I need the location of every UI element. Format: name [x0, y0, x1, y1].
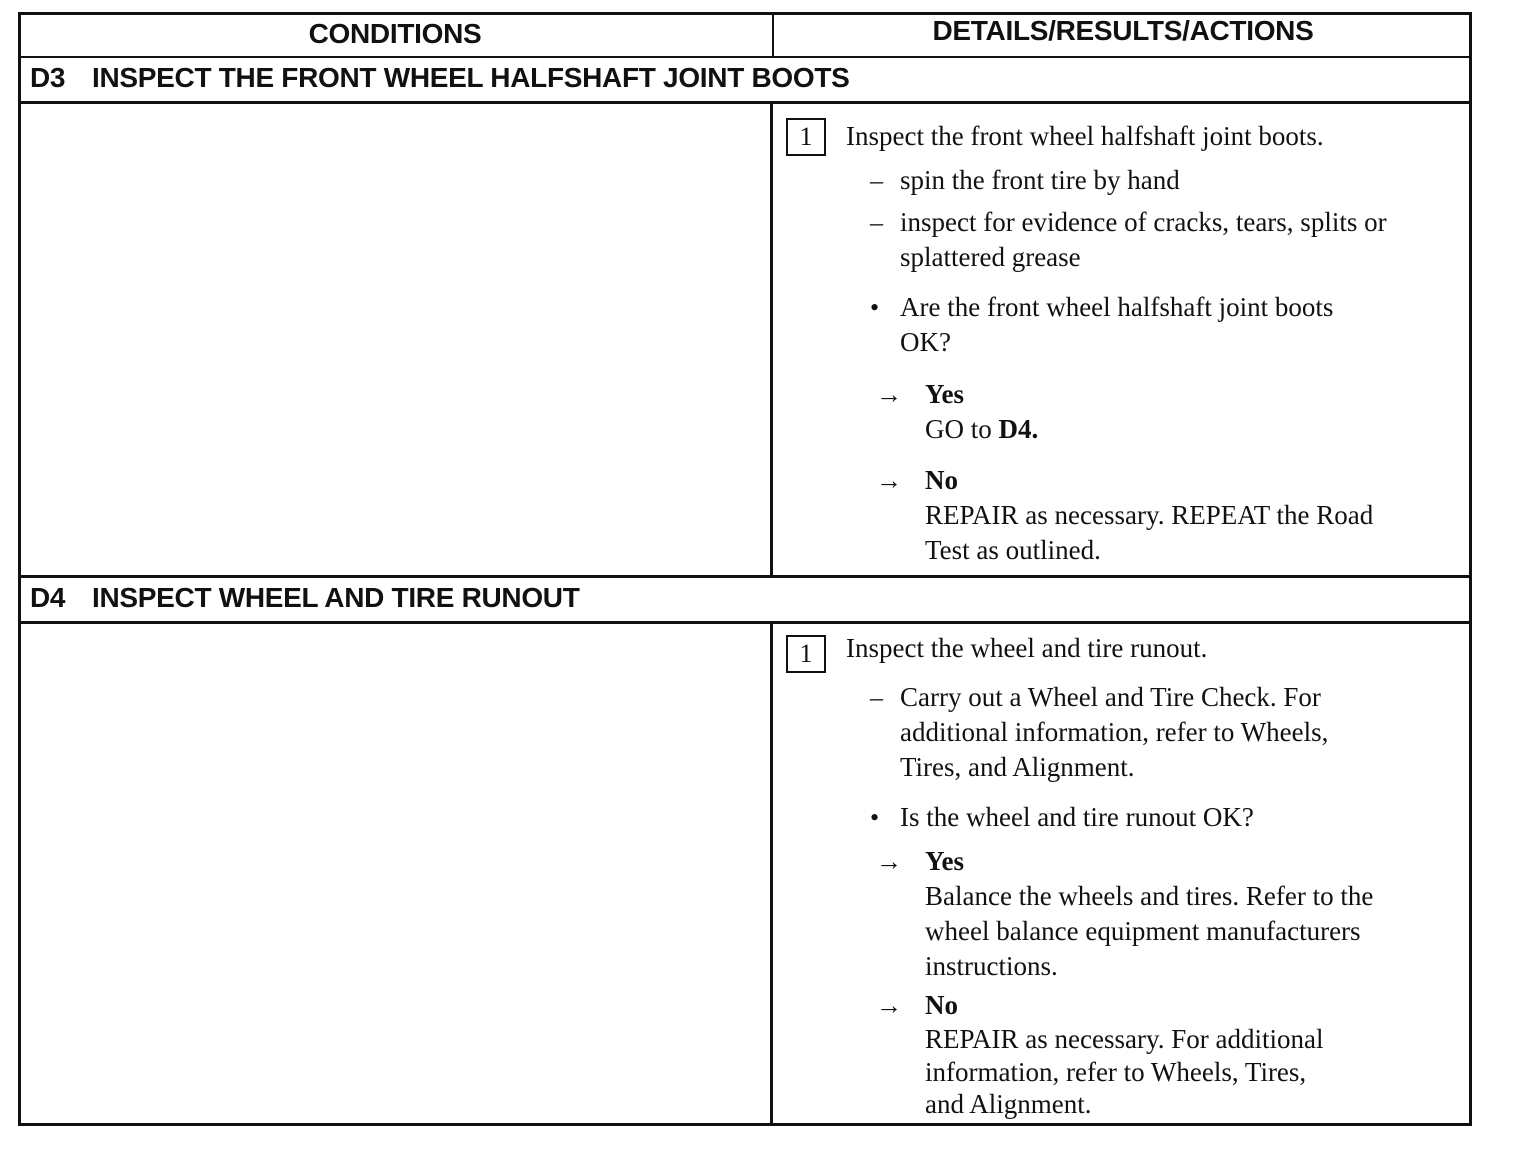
conditions-header: CONDITIONS [308, 18, 482, 49]
d4-title: INSPECT WHEEL AND TIRE RUNOUT [92, 582, 580, 613]
header-divider [18, 56, 1472, 58]
d4-section-title [30, 582, 580, 614]
d4-question: Is the wheel and tire runout OK? [900, 802, 1254, 832]
d3-column-divider [770, 102, 773, 577]
d4-dash-item-1-line-1: Carry out a Wheel and Tire Check. For [900, 682, 1321, 712]
d4-dash-item-1-line-3: Tires, and Alignment. [900, 752, 1135, 782]
d4-no-action-line-3: and Alignment. [925, 1089, 1092, 1119]
d4-step-number-box: 1 [786, 635, 826, 673]
d3-title: INSPECT THE FRONT WHEEL HALFSHAFT JOINT BOOTS [92, 62, 850, 93]
d3-yes-label: Yes [925, 379, 964, 409]
d3-question-line-2: OK? [900, 327, 951, 357]
d4-section-divider [18, 575, 1472, 578]
d4-yes-action-line-2: wheel balance equipment manufacturers [925, 916, 1361, 946]
d4-yes-action-line-3: instructions. [925, 951, 1058, 981]
d4-no-label: No [925, 990, 958, 1020]
d3-dash-item-1: spin the front tire by hand [900, 165, 1180, 195]
d4-no-arrow-icon: → [876, 991, 902, 1020]
d3-yes-action-prefix: GO to [925, 414, 992, 444]
d4-dash-item-1-line-2: additional information, refer to Wheels, [900, 717, 1329, 747]
d3-yes-action-target: D4. [998, 414, 1039, 444]
d4-title-divider [18, 621, 1472, 624]
d4-column-divider [770, 622, 773, 1126]
d3-bullet-marker: • [870, 293, 880, 322]
d4-bullet-marker: • [870, 803, 880, 832]
d3-no-arrow-icon: → [876, 466, 902, 495]
d4-yes-action-line-1: Balance the wheels and tires. Refer to the [925, 881, 1374, 911]
d4-yes-label: Yes [925, 846, 964, 876]
details-header: DETAILS/RESULTS/ACTIONS [932, 15, 1314, 46]
d4-code: D4 [30, 582, 66, 613]
d3-yes-arrow-icon: → [876, 380, 902, 409]
d3-step-text: Inspect the front wheel halfshaft joint boots. [846, 121, 1324, 151]
diagnostic-table [18, 12, 1472, 1126]
d3-yes-action [925, 412, 1038, 447]
d4-step-text: Inspect the wheel and tire runout. [846, 633, 1208, 663]
d4-yes-arrow-icon: → [876, 847, 902, 876]
d3-question-line-1: Are the front wheel halfshaft joint boots [900, 292, 1334, 322]
d3-dash-item-2-line-1: inspect for evidence of cracks, tears, splits or [900, 207, 1387, 237]
d3-code: D3 [30, 62, 66, 93]
d3-step-number-box: 1 [786, 118, 826, 156]
d3-dash-item-2-line-2: splattered grease [900, 242, 1081, 272]
d3-dash-marker-2: – [870, 208, 883, 237]
d3-section-title [30, 62, 850, 94]
d4-no-action-line-2: information, refer to Wheels, Tires, [925, 1057, 1307, 1087]
d3-no-action-line-1: REPAIR as necessary. REPEAT the Road [925, 500, 1374, 530]
d4-no-action-line-1: REPAIR as necessary. For additional [925, 1024, 1324, 1054]
d3-no-label: No [925, 465, 958, 495]
d3-dash-marker-1: – [870, 166, 883, 195]
d4-dash-marker-1: – [870, 683, 883, 712]
d3-title-divider [18, 101, 1472, 104]
d3-no-action-line-2: Test as outlined. [925, 535, 1101, 565]
